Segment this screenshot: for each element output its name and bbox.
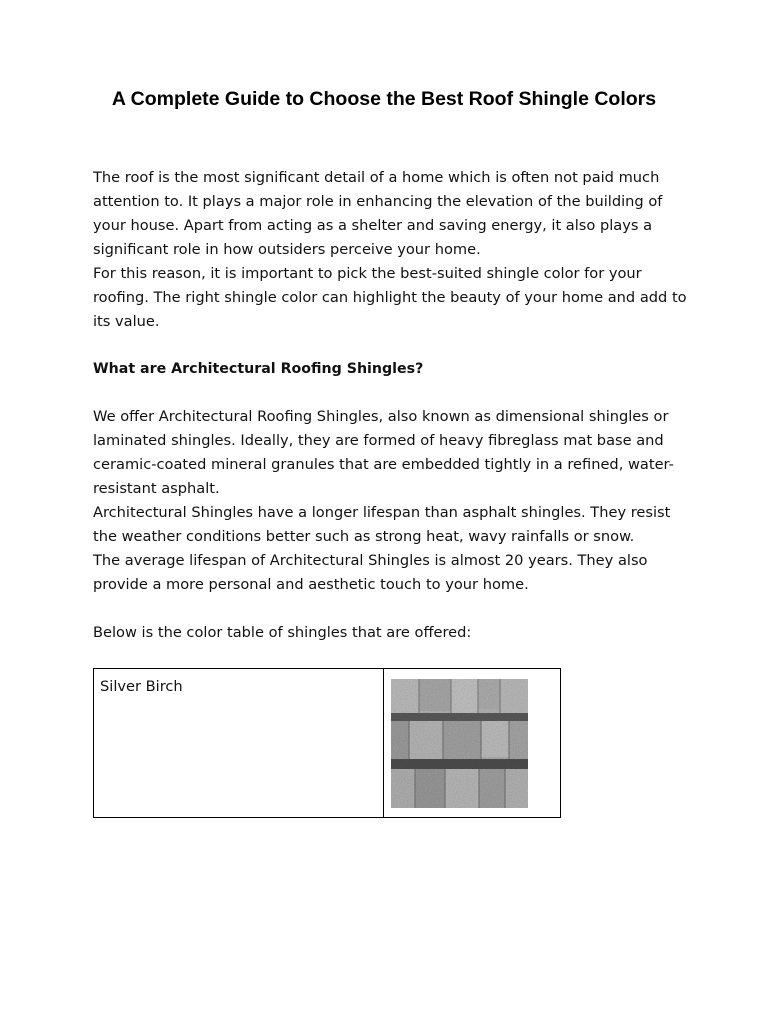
document-title: A Complete Guide to Choose the Best Roof Shingle Colors xyxy=(111,88,657,110)
intro-paragraph-1: The roof is the most significant detail of a home which is often not paid much attention to. It plays a major role in enhancing the elevation of the building of your house. Apart from acting as a shelter and saving energy, it also plays a significant role in how outsiders perceive your home. xyxy=(93,169,663,258)
color-name-cell: Silver Birch xyxy=(94,669,384,818)
silver-birch-shingle-image xyxy=(391,679,528,808)
section-heading: What are Architectural Roofing Shingles? xyxy=(93,361,424,377)
intro-paragraph-2: For this reason, it is important to pick the best-suited shingle color for your roofing. The right shingle color can highlight the beauty of your home and add to its value. xyxy=(93,265,687,330)
section-spacer-2 xyxy=(93,597,693,621)
table-intro: Below is the color table of shingles that are offered: xyxy=(93,624,472,641)
section-block xyxy=(93,357,693,645)
color-table xyxy=(93,668,561,818)
section-spacer xyxy=(93,381,693,405)
color-swatch-cell xyxy=(384,669,561,818)
section-paragraph-1: We offer Architectural Roofing Shingles, also known as dimensional shingles or laminated shingles. Ideally, they are formed of heavy fibreglass mat base and ceramic-coated mineral granules that are embedded tightly in a refined, water-resistant asphalt. xyxy=(93,408,674,497)
table-row xyxy=(94,669,561,818)
section-paragraph-2: Architectural Shingles have a longer lifespan than asphalt shingles. They resist the weather conditions better such as strong heat, wavy rainfalls or snow. xyxy=(93,504,671,545)
intro-block xyxy=(93,166,693,334)
section-paragraph-3: The average lifespan of Architectural Shingles is almost 20 years. They also provide a more personal and aesthetic touch to your home. xyxy=(93,552,648,593)
